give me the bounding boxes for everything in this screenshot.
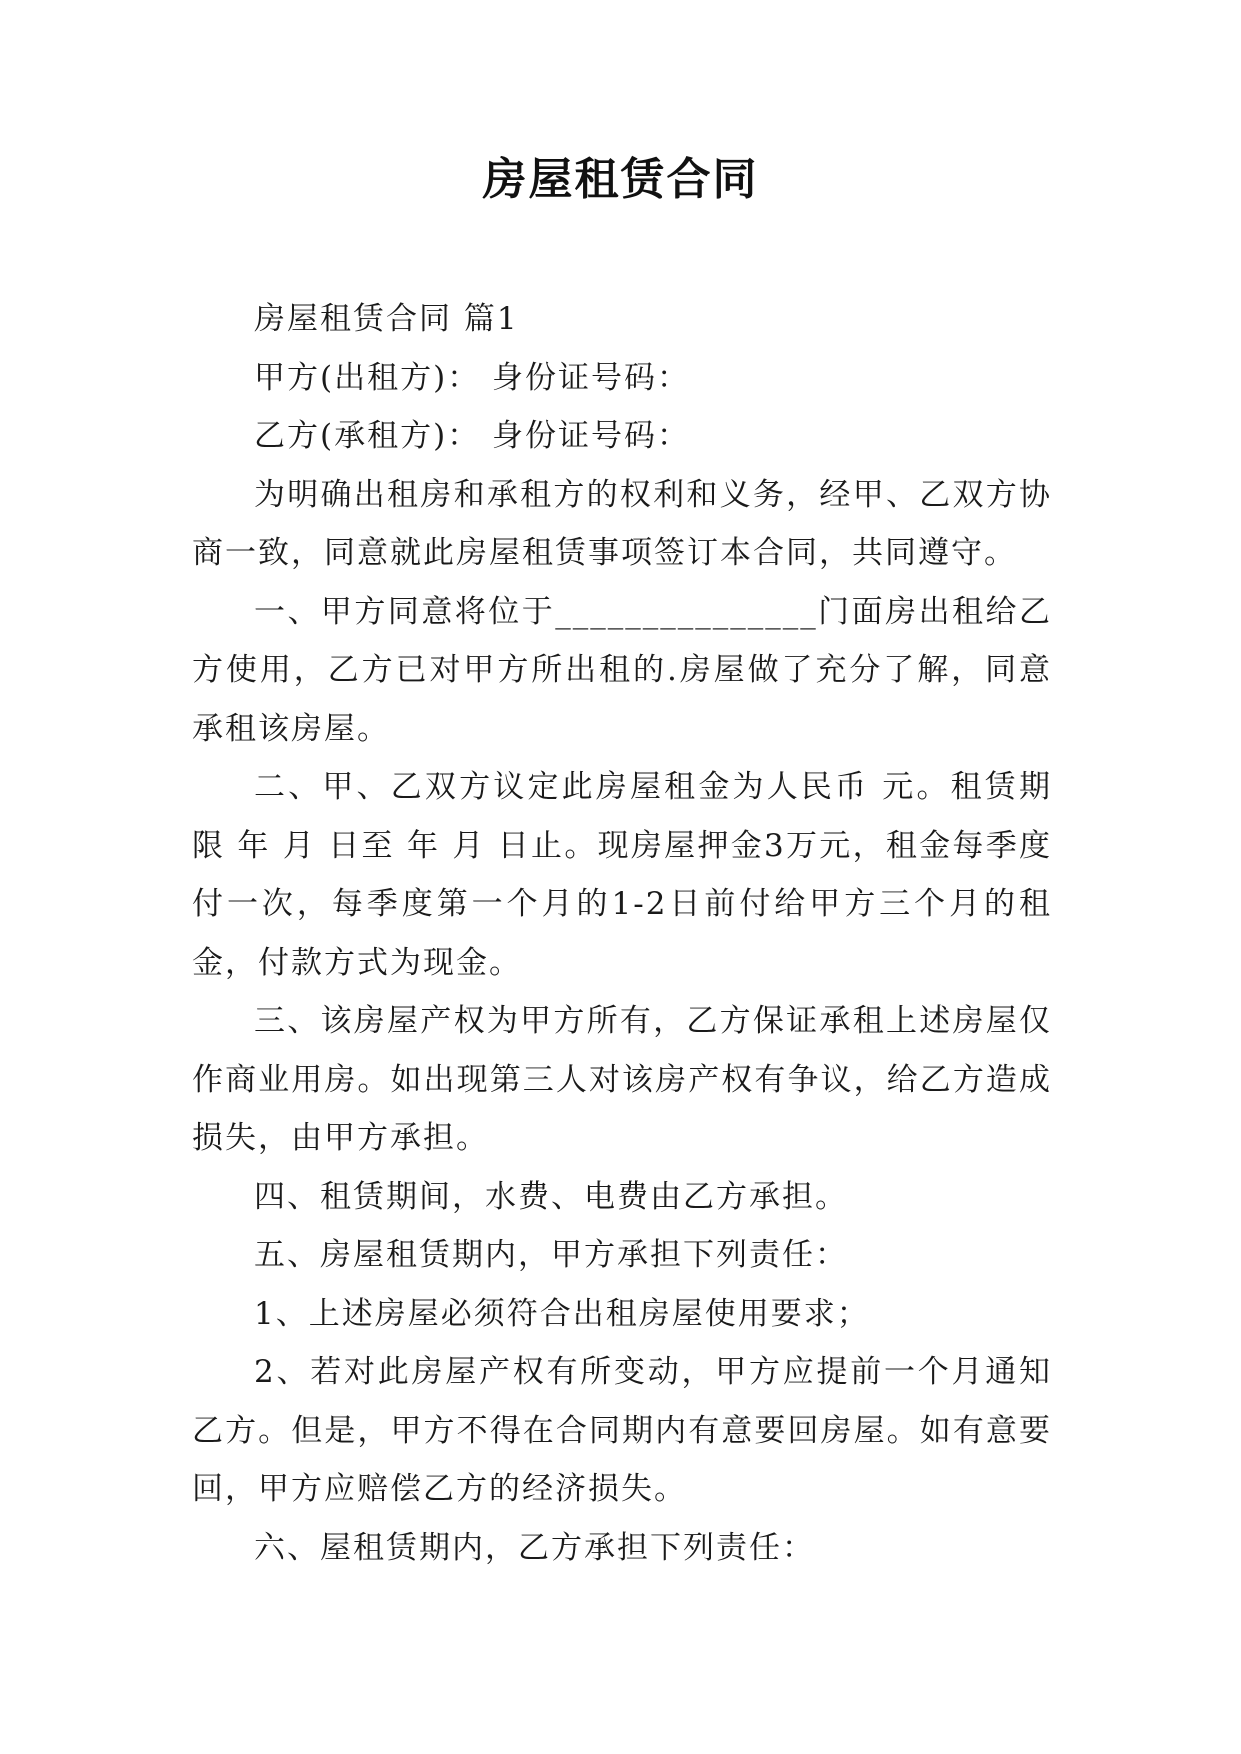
clause-2: 二、甲、乙双方议定此房屋租金为人民币 元。租赁期限 年 月 日至 年 月 日止。现房屋押金3万元，租金每季度付一次，每季度第一个月的1-2日前付给甲方三个月的租金，付款方式为现金。 [192, 769, 1052, 981]
clause-1: 一、甲方同意将位于_______________门面房出租给乙方使用，乙方已对甲方所出租的.房屋做了充分了解，同意承租该房屋。 [192, 593, 1052, 747]
clause-5-item-2: 2、若对此房屋产权有所变动，甲方应提前一个月通知乙方。但是，甲方不得在合同期内有意要回房屋。如有意要回，甲方应赔偿乙方的经济损失。 [192, 1354, 1052, 1507]
preamble-paragraph: 为明确出租房和承租方的权利和义务，经甲、乙双方协商一致，同意就此房屋租赁事项签订本合同，共同遵守。 [192, 476, 1052, 571]
party-b-line: 乙方(承租方)： 身份证号码： [254, 418, 691, 454]
section-heading: 房屋租赁合同 篇1 [254, 301, 519, 337]
clause-5-item-1: 1、上述房屋必须符合出租房屋使用要求； [254, 1295, 870, 1332]
document-body [192, 290, 1052, 1577]
clause-6: 六、屋租赁期内，乙方承担下列责任： [254, 1529, 815, 1566]
clause-5: 五、房屋租赁期内，甲方承担下列责任： [254, 1237, 848, 1273]
clause-3: 三、该房屋产权为甲方所有，乙方保证承租上述房屋仅作商业用房。如出现第三人对该房产权有争议，给乙方造成损失，由甲方承担。 [192, 1003, 1052, 1156]
clause-4: 四、租赁期间，水费、电费由乙方承担。 [254, 1178, 848, 1215]
document-title: 房屋租赁合同 [482, 154, 759, 205]
party-a-line: 甲方(出租方)： 身份证号码： [254, 359, 691, 396]
